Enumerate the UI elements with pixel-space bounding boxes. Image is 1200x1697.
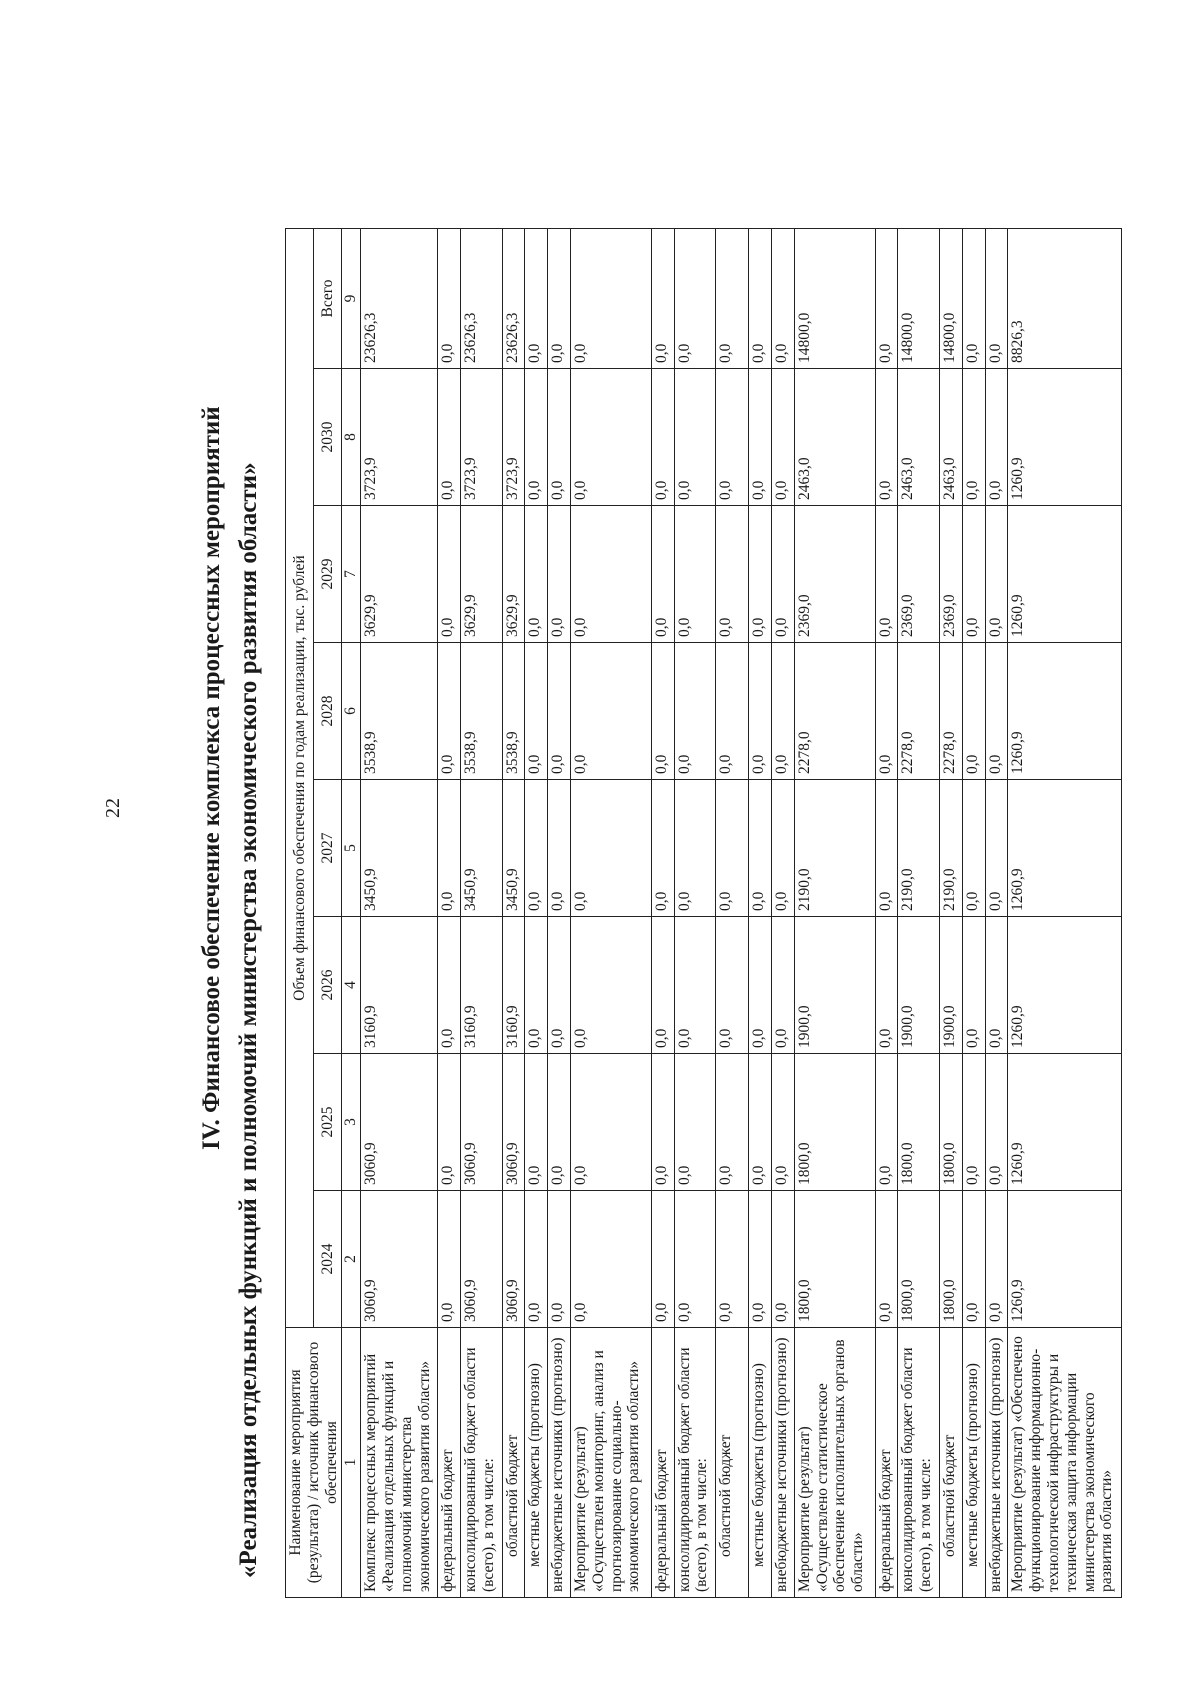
column-number: 6 <box>342 643 361 780</box>
row-year-value: 0,0 <box>962 506 985 643</box>
row-year-value: 3160,9 <box>361 917 438 1054</box>
row-label: местные бюджеты (прогнозно) <box>962 1328 985 1598</box>
row-year-value: 0,0 <box>875 1191 898 1328</box>
row-year-value: 3060,9 <box>361 1191 438 1328</box>
row-label: консолидированный бюджет области (всего), в том числе: <box>461 1328 502 1598</box>
row-year-value: 0,0 <box>438 369 461 506</box>
row-year-value: 0,0 <box>875 1054 898 1191</box>
row-year-value: 1800,0 <box>794 1191 875 1328</box>
row-total-value: 14800,0 <box>939 229 962 369</box>
row-year-value: 0,0 <box>985 917 1008 1054</box>
row-year-value: 0,0 <box>438 780 461 917</box>
row-label: Мероприятие (результат) «Обеспечено функционирование информационно-технологической инфраструктуры и техническая защита информации министерства экономического развития области» <box>1008 1328 1122 1598</box>
header-year: 2025 <box>314 1054 342 1191</box>
row-year-value: 2278,0 <box>794 643 875 780</box>
row-year-value: 3160,9 <box>502 917 525 1054</box>
row-year-value: 0,0 <box>651 643 674 780</box>
row-year-value: 0,0 <box>875 643 898 780</box>
row-label: консолидированный бюджет области (всего), в том числе: <box>898 1328 939 1598</box>
financing-table <box>285 228 1122 1598</box>
row-year-value: 0,0 <box>772 1054 795 1191</box>
row-year-value: 3450,9 <box>461 780 502 917</box>
row-year-value: 2278,0 <box>939 643 962 780</box>
row-year-value: 0,0 <box>716 506 749 643</box>
table-row <box>461 229 502 1598</box>
row-year-value: 0,0 <box>525 643 548 780</box>
header-volume-group: Объем финансового обеспечения по годам реализации, тыс. рублей <box>286 229 314 1328</box>
table-row <box>438 229 461 1598</box>
row-year-value: 0,0 <box>570 506 651 643</box>
row-label: Мероприятие (результат) «Осуществлен мониторинг, анализ и прогнозирование социально-экономического развития области» <box>570 1328 651 1598</box>
row-year-value: 0,0 <box>438 1054 461 1191</box>
table-row <box>749 229 772 1598</box>
table-row <box>875 229 898 1598</box>
row-total-value: 0,0 <box>749 229 772 369</box>
row-year-value: 0,0 <box>548 1054 571 1191</box>
table-row <box>525 229 548 1598</box>
row-year-value: 0,0 <box>875 369 898 506</box>
row-year-value: 1260,9 <box>1008 780 1122 917</box>
row-year-value: 0,0 <box>570 369 651 506</box>
row-year-value: 2369,0 <box>898 506 939 643</box>
row-year-value: 0,0 <box>749 506 772 643</box>
row-total-value: 0,0 <box>525 229 548 369</box>
row-year-value: 0,0 <box>985 369 1008 506</box>
row-year-value: 1800,0 <box>939 1191 962 1328</box>
table-row <box>548 229 571 1598</box>
row-year-value: 0,0 <box>651 1054 674 1191</box>
row-year-value: 0,0 <box>438 643 461 780</box>
row-total-value: 0,0 <box>548 229 571 369</box>
row-label: внебюджетные источники (прогнозно) <box>985 1328 1008 1598</box>
row-year-value: 3629,9 <box>361 506 438 643</box>
row-year-value: 2463,0 <box>898 369 939 506</box>
row-year-value: 1260,9 <box>1008 917 1122 1054</box>
row-year-value: 0,0 <box>772 643 795 780</box>
row-year-value: 0,0 <box>985 1191 1008 1328</box>
row-year-value: 3629,9 <box>461 506 502 643</box>
row-label: областной бюджет <box>939 1328 962 1598</box>
row-year-value: 0,0 <box>674 780 715 917</box>
row-year-value: 3060,9 <box>461 1191 502 1328</box>
row-total-value: 23626,3 <box>502 229 525 369</box>
row-year-value: 2463,0 <box>939 369 962 506</box>
header-year: 2027 <box>314 780 342 917</box>
row-total-value: 23626,3 <box>361 229 438 369</box>
row-year-value: 0,0 <box>548 780 571 917</box>
row-total-value: 0,0 <box>772 229 795 369</box>
row-year-value: 0,0 <box>525 506 548 643</box>
row-year-value: 2190,0 <box>794 780 875 917</box>
row-year-value: 0,0 <box>749 917 772 1054</box>
row-year-value: 1260,9 <box>1008 1191 1122 1328</box>
row-year-value: 0,0 <box>962 780 985 917</box>
row-year-value: 2190,0 <box>939 780 962 917</box>
column-number: 9 <box>342 229 361 369</box>
table-row <box>794 229 875 1598</box>
table-row <box>898 229 939 1598</box>
row-year-value: 1900,0 <box>898 917 939 1054</box>
row-total-value: 0,0 <box>875 229 898 369</box>
row-year-value: 2278,0 <box>898 643 939 780</box>
row-total-value: 0,0 <box>962 229 985 369</box>
row-label: областной бюджет <box>502 1328 525 1598</box>
row-year-value: 1260,9 <box>1008 506 1122 643</box>
table-row <box>985 229 1008 1598</box>
row-year-value: 0,0 <box>772 1191 795 1328</box>
row-year-value: 0,0 <box>674 643 715 780</box>
table-row <box>651 229 674 1598</box>
row-year-value: 3538,9 <box>361 643 438 780</box>
row-total-value: 0,0 <box>651 229 674 369</box>
row-year-value: 0,0 <box>674 1054 715 1191</box>
row-year-value: 0,0 <box>716 1054 749 1191</box>
row-year-value: 0,0 <box>570 1191 651 1328</box>
row-year-value: 3060,9 <box>461 1054 502 1191</box>
row-year-value: 0,0 <box>716 369 749 506</box>
row-year-value: 0,0 <box>716 1191 749 1328</box>
row-total-value: 0,0 <box>985 229 1008 369</box>
row-year-value: 0,0 <box>875 506 898 643</box>
row-year-value: 0,0 <box>985 780 1008 917</box>
row-year-value: 0,0 <box>962 1191 985 1328</box>
row-year-value: 1260,9 <box>1008 369 1122 506</box>
row-year-value: 0,0 <box>716 780 749 917</box>
row-year-value: 0,0 <box>985 1054 1008 1191</box>
row-year-value: 0,0 <box>548 643 571 780</box>
row-year-value: 2369,0 <box>794 506 875 643</box>
row-label: Комплекс процессных мероприятий «Реализация отдельных функций и полномочий министерства экономического развития области» <box>361 1328 438 1598</box>
column-number: 3 <box>342 1054 361 1191</box>
table-body <box>361 229 1122 1598</box>
row-year-value: 2190,0 <box>898 780 939 917</box>
row-year-value: 0,0 <box>438 917 461 1054</box>
row-total-value: 8826,3 <box>1008 229 1122 369</box>
row-year-value: 0,0 <box>962 917 985 1054</box>
row-year-value: 0,0 <box>674 1191 715 1328</box>
table-row <box>939 229 962 1598</box>
row-year-value: 0,0 <box>985 506 1008 643</box>
row-year-value: 0,0 <box>674 506 715 643</box>
row-year-value: 1800,0 <box>939 1054 962 1191</box>
table-row <box>570 229 651 1598</box>
row-year-value: 3160,9 <box>461 917 502 1054</box>
row-total-value: 0,0 <box>438 229 461 369</box>
row-year-value: 0,0 <box>962 1054 985 1191</box>
row-year-value: 1800,0 <box>898 1191 939 1328</box>
row-year-value: 3629,9 <box>502 506 525 643</box>
row-year-value: 0,0 <box>525 1191 548 1328</box>
row-label: федеральный бюджет <box>438 1328 461 1598</box>
row-year-value: 0,0 <box>651 917 674 1054</box>
row-year-value: 3538,9 <box>461 643 502 780</box>
column-number: 2 <box>342 1191 361 1328</box>
row-label: федеральный бюджет <box>875 1328 898 1598</box>
page-number: 22 <box>102 798 124 818</box>
header-year: 2029 <box>314 506 342 643</box>
row-year-value: 0,0 <box>651 506 674 643</box>
header-name-column: Наименование мероприятия (результата) / источник финансового обеспечения <box>286 1328 342 1598</box>
table-row <box>502 229 525 1598</box>
row-year-value: 1800,0 <box>898 1054 939 1191</box>
row-label: местные бюджеты (прогнозно) <box>749 1328 772 1598</box>
column-number: 1 <box>342 1328 361 1598</box>
column-number: 7 <box>342 506 361 643</box>
header-year: 2028 <box>314 643 342 780</box>
row-label: консолидированный бюджет области (всего), в том числе: <box>674 1328 715 1598</box>
row-year-value: 1900,0 <box>939 917 962 1054</box>
row-year-value: 0,0 <box>875 917 898 1054</box>
row-year-value: 0,0 <box>548 1191 571 1328</box>
row-year-value: 0,0 <box>716 917 749 1054</box>
row-year-value: 0,0 <box>749 643 772 780</box>
column-number: 8 <box>342 369 361 506</box>
row-year-value: 0,0 <box>716 643 749 780</box>
page-title-line-1: IV. Финансовое обеспечение комплекса процессных мероприятий <box>198 406 225 1150</box>
row-year-value: 0,0 <box>525 369 548 506</box>
row-year-value: 0,0 <box>749 1191 772 1328</box>
row-year-value: 0,0 <box>749 1054 772 1191</box>
row-year-value: 0,0 <box>548 506 571 643</box>
row-year-value: 3450,9 <box>361 780 438 917</box>
row-year-value: 0,0 <box>651 369 674 506</box>
rotated-table-container <box>285 228 1116 1598</box>
row-label: Мероприятие (результат) «Осуществлено статистическое обеспечение исполнительных органов области» <box>794 1328 875 1598</box>
row-year-value: 0,0 <box>570 643 651 780</box>
row-year-value: 3450,9 <box>502 780 525 917</box>
row-year-value: 0,0 <box>570 780 651 917</box>
row-year-value: 0,0 <box>772 506 795 643</box>
row-year-value: 3723,9 <box>502 369 525 506</box>
column-number: 4 <box>342 917 361 1054</box>
column-number: 5 <box>342 780 361 917</box>
row-label: местные бюджеты (прогнозно) <box>525 1328 548 1598</box>
table-row <box>674 229 715 1598</box>
header-year: 2024 <box>314 1191 342 1328</box>
row-year-value: 0,0 <box>674 917 715 1054</box>
row-label: областной бюджет <box>716 1328 749 1598</box>
row-year-value: 3060,9 <box>361 1054 438 1191</box>
header-total: Всего <box>314 229 342 369</box>
table-row <box>716 229 749 1598</box>
header-year: 2030 <box>314 369 342 506</box>
row-year-value: 3060,9 <box>502 1191 525 1328</box>
row-year-value: 0,0 <box>438 506 461 643</box>
row-total-value: 0,0 <box>570 229 651 369</box>
table-row <box>772 229 795 1598</box>
table-row <box>361 229 438 1598</box>
row-year-value: 0,0 <box>651 780 674 917</box>
table-row <box>1008 229 1122 1598</box>
row-year-value: 0,0 <box>772 917 795 1054</box>
row-year-value: 3723,9 <box>361 369 438 506</box>
row-year-value: 0,0 <box>651 1191 674 1328</box>
row-year-value: 0,0 <box>525 780 548 917</box>
row-year-value: 3723,9 <box>461 369 502 506</box>
row-year-value: 0,0 <box>772 780 795 917</box>
row-year-value: 0,0 <box>438 1191 461 1328</box>
row-year-value: 0,0 <box>570 1054 651 1191</box>
row-total-value: 0,0 <box>716 229 749 369</box>
row-year-value: 2463,0 <box>794 369 875 506</box>
row-year-value: 1260,9 <box>1008 643 1122 780</box>
row-year-value: 3060,9 <box>502 1054 525 1191</box>
row-total-value: 0,0 <box>674 229 715 369</box>
row-year-value: 0,0 <box>749 780 772 917</box>
row-year-value: 0,0 <box>525 1054 548 1191</box>
row-year-value: 3538,9 <box>502 643 525 780</box>
header-year: 2026 <box>314 917 342 1054</box>
row-total-value: 14800,0 <box>794 229 875 369</box>
row-year-value: 2369,0 <box>939 506 962 643</box>
row-total-value: 14800,0 <box>898 229 939 369</box>
row-year-value: 1800,0 <box>794 1054 875 1191</box>
row-year-value: 0,0 <box>548 917 571 1054</box>
row-year-value: 0,0 <box>962 369 985 506</box>
row-year-value: 0,0 <box>772 369 795 506</box>
row-total-value: 23626,3 <box>461 229 502 369</box>
row-year-value: 1260,9 <box>1008 1054 1122 1191</box>
row-year-value: 0,0 <box>875 780 898 917</box>
row-label: федеральный бюджет <box>651 1328 674 1598</box>
row-label: внебюджетные источники (прогнозно) <box>772 1328 795 1598</box>
row-label: внебюджетные источники (прогнозно) <box>548 1328 571 1598</box>
row-year-value: 0,0 <box>548 369 571 506</box>
row-year-value: 0,0 <box>749 369 772 506</box>
row-year-value: 0,0 <box>674 369 715 506</box>
page-title-line-2: «Реализация отдельных функций и полномочий министерства экономического развития области» <box>235 462 262 1578</box>
row-year-value: 0,0 <box>962 643 985 780</box>
row-year-value: 0,0 <box>525 917 548 1054</box>
row-year-value: 0,0 <box>985 643 1008 780</box>
row-year-value: 0,0 <box>570 917 651 1054</box>
row-year-value: 1900,0 <box>794 917 875 1054</box>
table-row <box>962 229 985 1598</box>
